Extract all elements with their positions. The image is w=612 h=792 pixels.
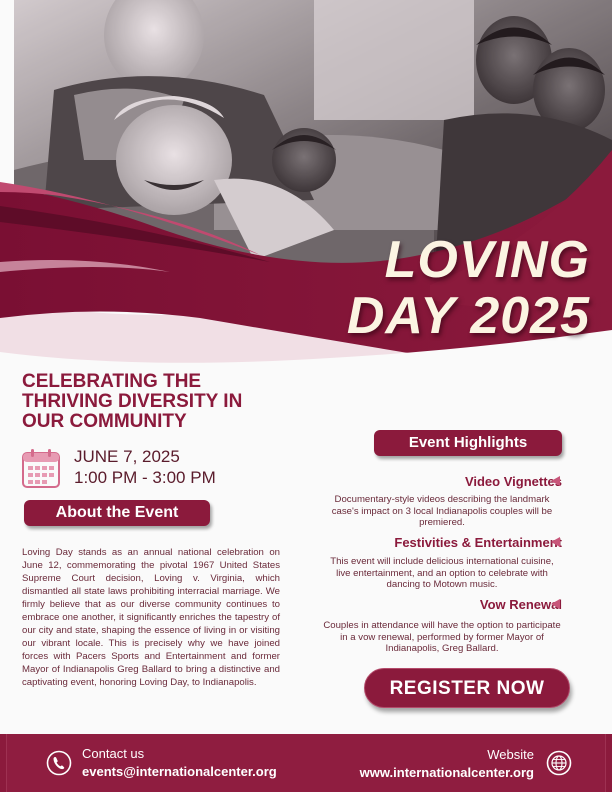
phone-icon xyxy=(46,750,72,776)
highlight-title-video-vignettes: Video Vignettes xyxy=(464,474,562,489)
hero-section xyxy=(0,0,612,380)
event-time: 1:00 PM - 3:00 PM xyxy=(74,468,216,487)
triangle-pointer-icon xyxy=(551,476,560,486)
about-heading: About the Event xyxy=(24,500,210,526)
footer xyxy=(0,734,612,792)
event-date: JUNE 7, 2025 xyxy=(74,447,180,466)
highlight-desc-video-vignettes: Documentary-style videos describing the landmark case's impact on 3 local Indianapolis couples will be premiered. xyxy=(331,494,553,528)
tagline-line-3: OUR COMMUNITY xyxy=(22,411,187,432)
footer-panel xyxy=(6,734,606,792)
highlight-title-vow-renewal: Vow Renewal xyxy=(479,597,562,612)
register-now-button[interactable]: REGISTER NOW xyxy=(364,668,570,708)
highlight-desc-vow-renewal: Couples in attendance will have the option to participate in a vow renewal, performed by former Mayor of Indianapolis, Greg Ballard. xyxy=(323,620,561,654)
tagline xyxy=(22,372,292,432)
contact-email-link[interactable]: events@internationalcenter.org xyxy=(82,764,277,779)
website-label: Website xyxy=(487,747,534,762)
website-link[interactable]: www.internationalcenter.org xyxy=(359,765,534,780)
globe-icon xyxy=(546,750,572,776)
highlight-title-festivities: Festivities & Entertainment xyxy=(394,535,562,550)
event-date-block xyxy=(22,446,282,492)
event-title-line-2: DAY 2025 xyxy=(346,287,590,345)
event-title xyxy=(347,232,590,344)
about-body: Loving Day stands as an annual national celebration on June 12, commemorating the pivotal 1967 United States Supreme Court decision, Loving v. Virginia, which dismantled all state laws prohibiting interracial marriage. We firmly believe that as our diverse community continues to embrace one another, it significantly enriches the tapestry of our city and state, shaping the essence of living in or visiting our vibrant locale. This is precisely why we have joined forces with Pacers Sports and Entertainment and former Mayor of Indianapolis Greg Ballard to bring a distinctive and captivating event, honoring Loving Day, to Indianapolis. xyxy=(22,547,280,688)
highlight-desc-festivities: This event will include delicious international cuisine, live entertainment, and an option to celebrate with dancing to Motown music. xyxy=(330,556,554,590)
triangle-pointer-icon xyxy=(551,537,560,547)
tagline-line-2: THRIVING DIVERSITY IN xyxy=(22,391,243,412)
contact-label: Contact us xyxy=(82,746,145,761)
event-title-line-1: LOVING xyxy=(384,231,590,289)
tagline-line-1: CELEBRATING THE xyxy=(22,371,202,392)
calendar-icon xyxy=(22,448,60,488)
triangle-pointer-icon xyxy=(551,599,560,609)
highlights-heading: Event Highlights xyxy=(374,430,562,456)
event-date-time xyxy=(74,446,216,488)
